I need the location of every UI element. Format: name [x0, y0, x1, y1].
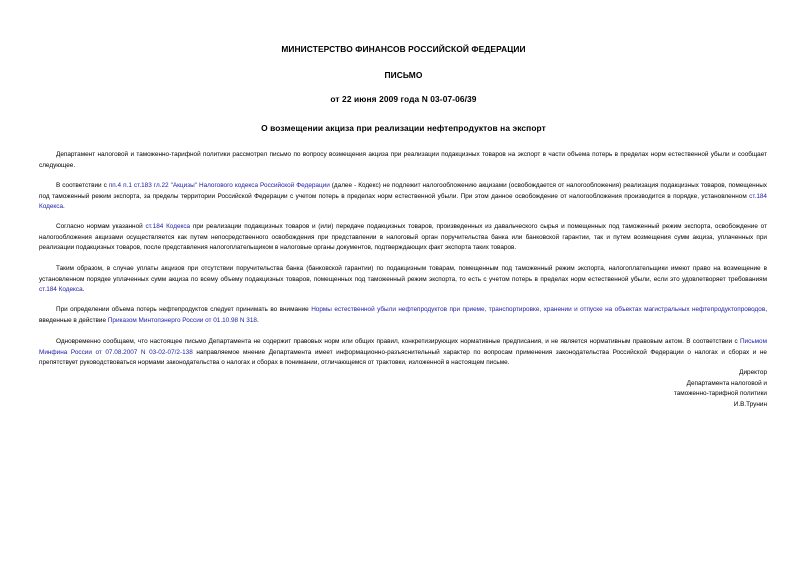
paragraph-text: . — [63, 203, 65, 211]
link-tax-code-article-184[interactable]: ст.184 Кодекса — [145, 223, 191, 230]
signature-title: Директор — [739, 369, 767, 376]
paragraph-text: Департамент налоговой и таможенно-тарифной политики рассмотрел письмо по вопросу возмещения акциза при реализации подакцизных товаров на экспорт в части объема потерь в пределах норм естественной убыли и сообщает следующее. — [39, 151, 767, 169]
paragraph-5 — [39, 305, 767, 326]
signature-department: Департамента налоговой и — [686, 379, 767, 387]
paragraph-text: направляемое мнение Департамента имеет информационно-разъяснительный характер по вопросам применения законодательства Российской Федерации о налогах и сборах и не препятствует руководствоваться нормами законодательства о налогах и сборах в понимании, отличающемся от трактовки, изложенной в настоящем письме. — [39, 348, 767, 367]
paragraph-6 — [39, 337, 767, 369]
link-tax-code-article-184[interactable]: ст.184 Кодекса — [39, 192, 767, 211]
paragraph-text: , введенные в действие — [39, 306, 767, 324]
paragraph-text: при реализации подакцизных товаров и (или) передаче подакцизных товаров, произведенных из давальческого сырья и помещенных под таможенный режим экспорта, освобождение от налогообложения акцизами осуществляется как путем непосредственного освобождения при представлении в налоговый орган поручительства банка или банковской гарантии, так и путем возмещения сумм акциза, уплаченных при реализации подакцизных товаров, после представления налогоплательщиком в налоговые органы документов, подтверждающих факт экспорта таких товаров. — [39, 223, 768, 252]
link-minfin-letter[interactable]: Письмом Минфина России от 07.08.2007 N 03-02-07/2-138 — [39, 338, 767, 356]
document-subject: О возмещении акциза при реализации нефтепродуктов на экспорт — [261, 123, 546, 133]
document-type: ПИСЬМО — [384, 70, 423, 80]
link-tax-code-article-184[interactable]: ст.184 Кодекса — [39, 286, 83, 294]
paragraph-text: (далее - Кодекс) не подлежит налогообложению акцизами (освобождается от налогообложения) реализация подакцизных товаров, помещенных под таможенный режим экспорта, за пределы территории Российской Федерации с учетом потерь в пределах норм естественной убыли. При этом данное освобождение от налогообложения производится в порядке, установленном — [39, 182, 767, 200]
paragraph-3 — [39, 222, 767, 254]
paragraph-text: При определении объема потерь нефтепродуктов следует принимать во внимание — [56, 306, 312, 313]
signature-department-cont: таможенно-тарифной политики — [673, 390, 767, 398]
signature-block — [567, 368, 767, 411]
paragraph-text: Согласно нормам указанной — [56, 223, 146, 230]
link-tax-code-article-183[interactable]: пп.4 п.1 ст.183 гл.22 "Акцизы" Налогового кодекса Российской Федерации — [108, 182, 330, 189]
signature-name: И.В.Трунин — [733, 401, 767, 409]
paragraph-1 — [39, 150, 767, 171]
paragraph-text: Таким образом, в случае уплаты акцизов при отсутствии поручительства банка (банковской гарантии) по подакцизным товарам, помещенным под таможенный режим экспорта, налогоплательщики имеют право на возмещение в установленном порядке уплаченных сумм акциза по всему объему подакцизных товаров, помещенных под таможенный режим экспорта, то есть с учетом потерь в пределах норм естественной убыли, если это удовлетворяет требованиям — [39, 265, 767, 283]
link-loss-norms[interactable]: Нормы естественной убыли нефтепродуктов при приеме, транспортировке, хранении и отпуске на объектах магистральных нефтепродуктопроводов — [311, 306, 766, 313]
paragraph-text: . — [82, 286, 85, 294]
link-mintopenergo-order[interactable]: Приказом Минтопэнерго России от 01.10.98 N 318 — [107, 316, 257, 324]
paragraph-text: . — [256, 316, 259, 324]
document-date-number: от 22 июня 2009 года N 03-07-06/39 — [330, 94, 477, 104]
paragraph-2 — [39, 181, 767, 213]
paragraph-text: Одновременно сообщаем, что настоящее письмо Департамента не содержит правовых норм или общих правил, конкретизирующих нормативные предписания, и не является нормативным правовым актом. В соответствии с — [56, 338, 740, 345]
paragraph-text: В соответствии с — [56, 182, 109, 189]
ministry-heading: МИНИСТЕРСТВО ФИНАНСОВ РОССИЙСКОЙ ФЕДЕРАЦИИ — [281, 44, 526, 54]
paragraph-4 — [39, 264, 767, 296]
